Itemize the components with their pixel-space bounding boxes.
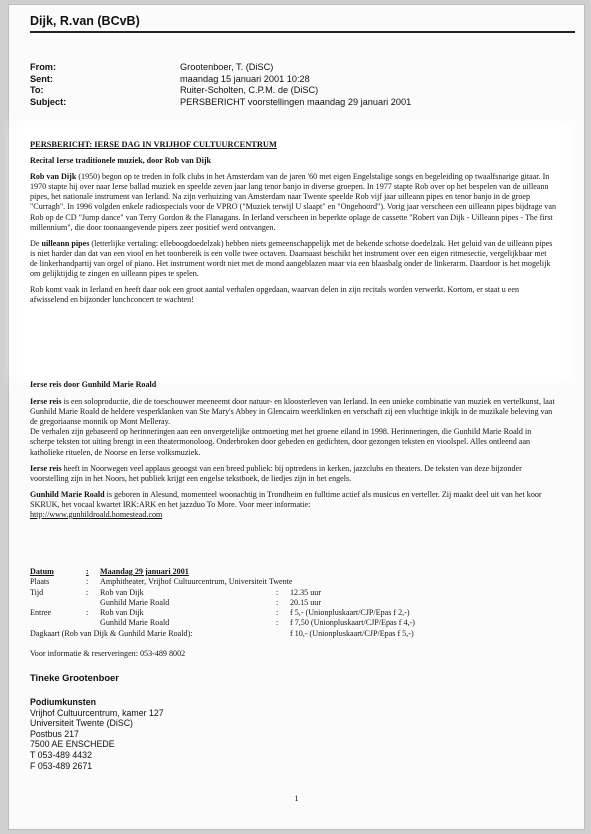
email-printout-page — [8, 4, 585, 830]
row-datum: Datum : Maandag 29 januari 2001 — [30, 567, 189, 576]
meta-from: From: Grootenboer, T. (DiSC) — [30, 62, 274, 72]
meta-to: To: Ruiter-Scholten, C.P.M. de (DiSC) — [30, 85, 319, 95]
press-title: PERSBERICHT: IERSE DAG IN VRIJHOF CULTUURCENTRUM — [30, 140, 277, 149]
sender-header: Dijk, R.van (BCvB) — [30, 14, 575, 33]
press-release — [30, 140, 556, 311]
schedule-table — [30, 567, 415, 639]
paragraph-reis-2: Ierse reis heeft in Noorwegen veel applaus geoogst van een breed publiek: bij optredens in kerken, jazzclubs en theaters. De teksten van deze bijzonder voorstelling zijn in het Noors, het publiek krijgt een engelse tekstboek, de liedjes zijn in het engels. — [30, 463, 522, 483]
signature-contact: Podiumkunsten Vrijhof Cultuurcentrum, kamer 127 Universiteit Twente (DiSC) Postbus 217 7500 AE ENSCHEDE T 053-489 4432 F 053-489 2671 — [30, 697, 164, 771]
row-tijd-rob: Tijd : Rob van Dijk : 12.35 uur — [30, 587, 322, 597]
paragraph-reis-1b: De verhalen zijn gebaseerd op herinneringen aan een onvergetelijke ontmoeting met het groene eiland in 1998. Herinneringen, die Gunhild Marie Roald in scherpe teksten tot uiting brengt in een theatermonoloog. Onderbroken door gebeden en gedichten, door gezongen teksten en vioolspel. Alles ontleend aan katholieke rituelen, de Noorse en Ierse volksmuziek. — [30, 427, 532, 457]
email-meta — [30, 62, 411, 108]
section-heading: Ierse reis door Gunhild Marie Roald — [30, 380, 157, 389]
homepage-link[interactable]: http://www.gunhildroald.homestead.com — [30, 510, 163, 520]
paragraph-reis-1: Ierse reis is een soloproductie, die de toeschouwer meeneemt door natuur- en kloosterleven van Ierland. In een unieke combinatie van muziek en vertelkunst, laat Gunhild Marie Roald de heldere vesperklanken van Ste Mary's Abbey in Glencairn weerklinken en verschaft zij een vluchtige inkijk in de muzikale beleving van de gregoriaanse monnik op Mont Melleray. — [30, 397, 555, 427]
row-dagkaart: Dagkaart (Rob van Dijk & Gunhild Marie Roald): f 10,- (Unionpluskaart/CJP/Epas f 5,-) — [30, 628, 414, 638]
section-ierse-reis — [30, 380, 556, 526]
paragraph-pipes: De uilleann pipes (letterlijke vertaling: elleboogdoedelzak) hebben niets gemeenschappelijk met de bekende schotse doedelzak. Het geluid van de uilleann pipes is niet harder dan dat van een viool en het toonbereik is een volle twee octaven. Daarnaast beschikt het instrument over een eigen ritmesectie, vergelijkbaar met de linkerhandpartij van orgel of piano. Het instrument wordt niet met de mond aangeblazen maar via een blaasbalg onder de linkerarm. Daardoor is het mogelijk om gelijktijdig te zingen en uilleann pipes te spelen. — [30, 238, 553, 279]
schedule — [30, 567, 415, 659]
row-entree-rob: Entree : Rob van Dijk : f 5,- (Unionpluskaart/CJP/Epas f 2,-) — [30, 608, 410, 618]
row-plaats: Plaats : Amphitheater, Vrijhof Cultuurcentrum, Universiteit Twente — [30, 577, 293, 587]
signature-name: Tineke Grootenboer — [30, 672, 119, 683]
page-number: 1 — [294, 794, 299, 803]
meta-subject: Subject: PERSBERICHT voorstellingen maandag 29 januari 2001 — [30, 96, 412, 107]
paragraph-ierland: Rob komt vaak in Ierland en heeft daar ook een groot aantal verhalen opgedaan, waarvan delen in zijn recitals worden verwerkt. Kortom, er staat u een afwisselend en bijzonder lunchconcert te wachten! — [30, 285, 520, 305]
paragraph-roald: Gunhild Marie Roald is geboren in Alesund, momenteel woonachtig in Trondheim en fulltime actief als musicus en verteller. Zij maakt deel uit van het koor SKRUK, het vocaal kwartet IRK:ARK en het jazzduo To More. Voor meer informatie: http://www.gunhildroald.homestead.com — [30, 489, 542, 520]
paragraph-rob: Rob van Dijk (1950) begon op te treden in folk clubs in het Amsterdam van de jaren '60 met eigen Engelstalige songs en begeleiding op twaalfsnarige gitaar. In 1970 stapte hij over naar Ierse ballad muziek en speelde zeven jaar lang tenor banjo in diverse groepen. In 1977 stapte Rob over op het bespelen van de uilleann pipes, het nationale instrument van Ierland. Na zijn verhuizing van Amsterdam naar Twente speelde Rob vijf jaar uilleann pipes en tenor banjo in de groep "Curragh". In 1996 volgden enkele radiospecials voor de VPRO ("Muziek terwijl U slaapt" en "Ongehoord"). Vorig jaar verscheen een uilleann pipes bijdrage van Rob op de CD "Jump dance" van Terry Gordon & the Flanagans. In Ierland verscheen in beperkte oplage de cassette "Robert van Dijk - Uilleann pipes - The first millennium", die door toonaangevende pipers zeer positief werd ontvangen. — [30, 172, 556, 232]
reservation-info: Voor informatie & reserveringen: 053-489 8002 — [30, 649, 186, 659]
meta-sent: Sent: maandag 15 januari 2001 10:28 — [30, 73, 310, 84]
press-subtitle: Recital Ierse traditionele muziek, door Rob van Dijk — [30, 156, 212, 166]
row-entree-gunhild: Gunhild Marie Roald : f 7,50 (Unionpluskaart/CJP/Epas f 4,-) — [100, 618, 415, 628]
row-tijd-gunhild: Gunhild Marie Roald : 20.15 uur — [100, 597, 322, 607]
